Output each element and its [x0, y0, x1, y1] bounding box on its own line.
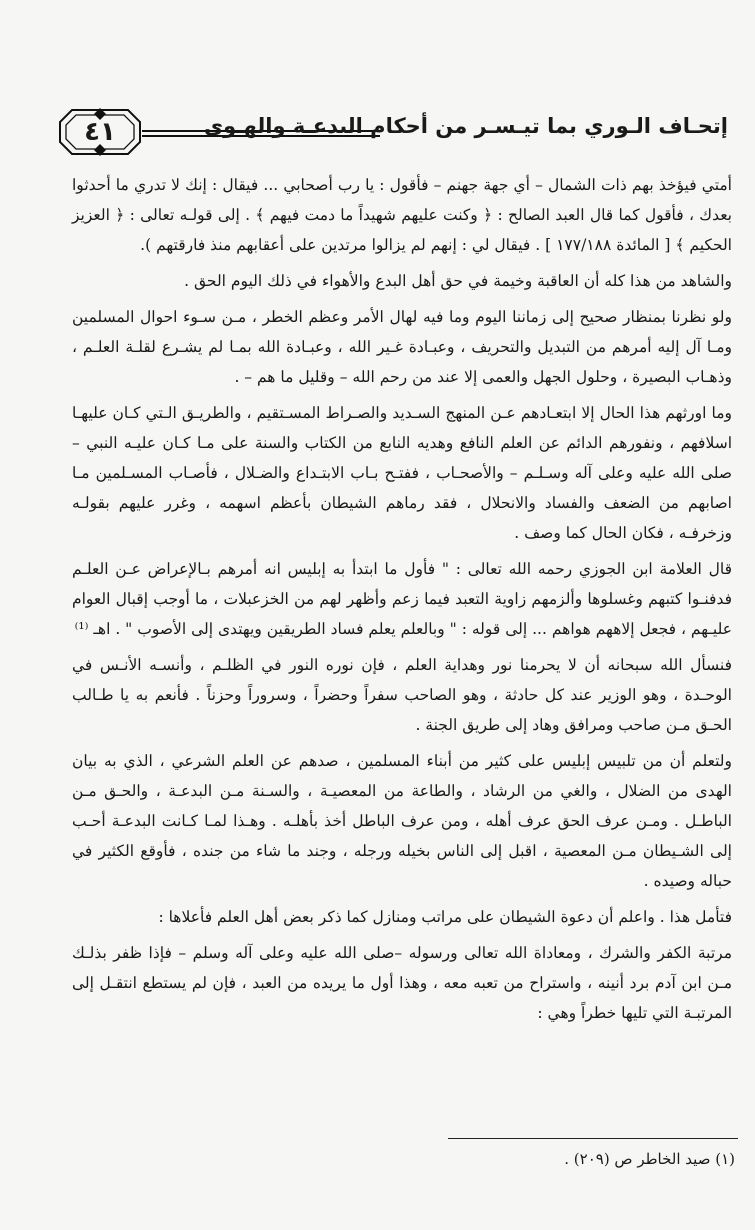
paragraph: والشاهد من هذا كله أن العاقبة وخيمة في حق أهل البدع والأهواء في ذلك اليوم الحق .: [184, 272, 732, 290]
paragraph: فنسأل الله سبحانه أن لا يحرمنا نور وهداية العلم ، فإن نوره النور في الظلـم ، وأنسـه الأنـس في الوحـدة ، وهو الوزير عند كل حادثة ، وهو الصاحب سفراً وحضراً ، وسروراً وحزناً . فأنعم به يا طـالب الحـق مـن صاحب ومرافق وهاد إلى طريق الجنة .: [72, 656, 732, 734]
paragraph: وما اورثهم هذا الحال إلا ابتعـادهم عـن المنهج السـديد والصـراط المسـتقيم ، والطريـق الـتي كـان عليهـا اسلافهم ، ونفورهم الدائم عن العلم النافع وهديه النابع من الكتاب والسنة على مـا كـان عليـه النبي – صلى الله عليه وعلى آله وسـلـم – والأصحـاب ، ففتـح بـاب الابتـداع والضـلال ، فأصـاب المسـلمين مـا اصابهم من الضعف والفساد والانحلال ، فقد رماهم الشيطان بأعظم اسهمه ، وغرر عليهم بقولـه وزخرفـه ، فكان الحال كما وصف .: [72, 404, 732, 542]
book-title: إتحـاف الـوري بما تيـسـر من أحكام البدعـة والهـوى: [203, 114, 728, 138]
body-text: [72, 170, 732, 1034]
footnote-divider: [448, 1138, 738, 1139]
paragraph: ولو نظرنا بمنظار صحيح إلى زماننا اليوم وما فيه لهال الأمر وعظم الخطر ، مـن سـوء احوال المسلمين ومـا آل إليه أمرهم من التبديل والتحريف ، وعبـادة غـير الله ، وعبـادة الله بمـا لم يشـرع لقلـة العلـم ، وذهـاب البصيرة ، وحلول الجهل والعمى إلا عند من رحم الله – وقليل ما هم – .: [72, 308, 732, 386]
paragraph: ولتعلم أن من تلبيس إبليس على كثير من أبناء المسلمين ، صدهم عن العلم الشرعي ، الذي به بيان الهدى من الضلال ، والغي من الرشاد ، والطاعة من المعصيـة ، والسـنة مـن البدعـة ، والحـق مـن الباطـل . ومـن عرف الحق عرف أهله ، ومن عرف الباطل أخذ بأهلـه . وهـذا لمـا كـانت البدعـة أحـب إلى الشـيطان مـن المعصية ، اقبل إلى الناس بخيله ورجله ، وجند ما شاء من جنده ، فأوقع الكثير في حباله وصيده .: [72, 752, 732, 890]
footnote: (١) صيد الخاطر ص (٢٠٩) .: [564, 1150, 735, 1168]
page-number: ٤١: [84, 117, 116, 147]
page-number-badge: [58, 108, 142, 156]
page-header: [58, 108, 728, 158]
paragraph: قال العلامة ابن الجوزي رحمه الله تعالى : " فأول ما ابتدأ به إبليس انه أمرهم بـالإعراض عـن العلـم فدفنـوا كتبهم وغسلوها وألزمهم زاوية التعبد فيما زعم وأظهر لهم من الخزعبلات ، ما أوجب إقبال العوام عليـهم ، فجعل إلاههم هواهم ... إلى قوله : " وبالعلم يعلم فساد الطريقين ويهتدى إلى الأصوب " . اهـ ⁽¹⁾: [72, 560, 732, 638]
paragraph: أمتي فيؤخذ بهم ذات الشمال – أي جهة جهنم – فأقول : يا رب أصحابي ... فيقال : إنك لا تدري ما أحدثوا بعدك ، فأقول كما قال العبد الصالح : ﴿ وكنت عليهم شهيداً ما دمت فيهم ﴾ . إلى قولـه تعالى : ﴿ العزيز الحكيم ﴾ [ المائدة ١٧٧/١٨٨ ] . فيقال لي : إنهم لم يزالوا مرتدين على أعقابهم منذ فارقتهم ).: [72, 176, 732, 254]
paragraph: مرتبة الكفر والشرك ، ومعاداة الله تعالى ورسوله –صلى الله عليه وعلى آله وسلم – فإذا ظفر بذلـك مـن ابن آدم برد أنينه ، واستراح من تعبه معه ، وهذا أول ما يريده من العبد ، فإن لم يستطع انتقـل إلى المرتبـة التي تليها خطراً وهي :: [72, 944, 732, 1022]
paragraph: فتأمل هذا . واعلم أن دعوة الشيطان على مراتب ومنازل كما ذكر بعض أهل العلم فأعلاها :: [158, 908, 732, 926]
